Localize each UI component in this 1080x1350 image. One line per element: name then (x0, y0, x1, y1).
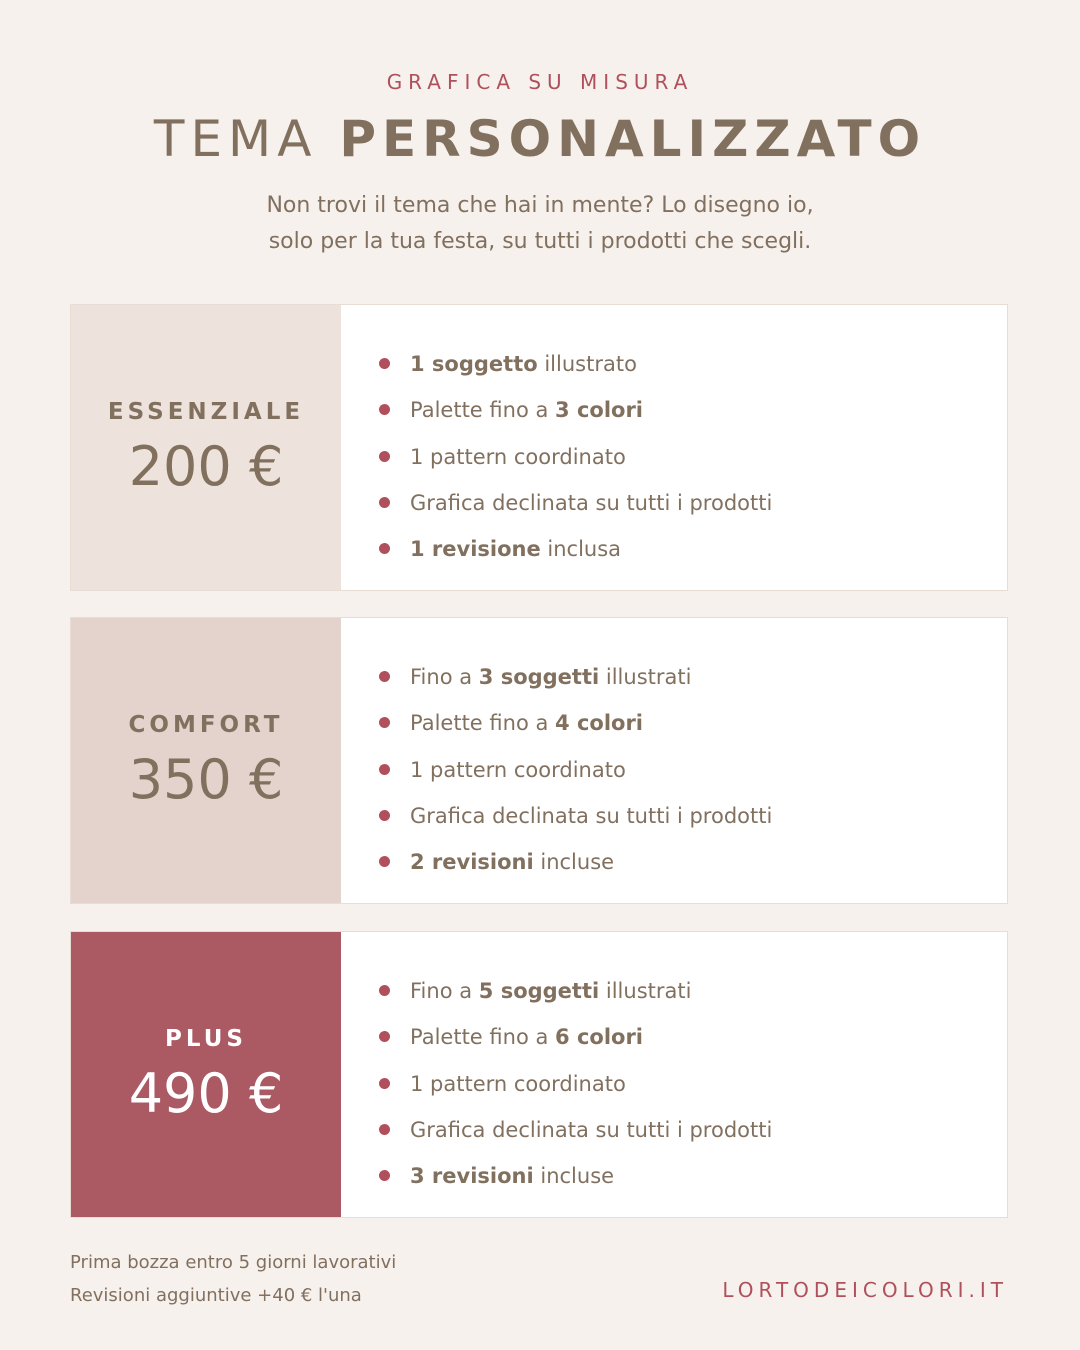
feature-item (379, 1014, 987, 1060)
bullet-icon (379, 1031, 390, 1042)
feature-text: Grafica declinata su tutti i prodotti (410, 804, 773, 829)
feature-item (379, 1061, 987, 1107)
feature-item (379, 341, 987, 387)
feature-item (379, 747, 987, 793)
bullet-icon (379, 404, 390, 415)
plan-price-panel (71, 305, 341, 590)
feature-text: Fino a 3 soggetti illustrati (410, 665, 692, 690)
bullet-icon (379, 543, 390, 554)
feature-text: Grafica declinata su tutti i prodotti (410, 1118, 773, 1143)
subtitle-line-2: solo per la tua festa, su tutti i prodotti che scegli. (268, 229, 812, 254)
footer-notes (70, 1246, 396, 1312)
feature-text: Palette fino a 3 colori (410, 398, 643, 423)
eyebrow-label: GRAFICA SU MISURA (386, 70, 694, 94)
feature-text: 3 revisioni incluse (410, 1164, 615, 1189)
bullet-icon (379, 451, 390, 462)
feature-text: Palette fino a 4 colori (410, 711, 643, 736)
plan-name: ESSENZIALE (107, 398, 305, 425)
plan-price: 490 € (128, 1061, 284, 1125)
feature-item (379, 387, 987, 433)
feature-item (379, 793, 987, 839)
bullet-icon (379, 1078, 390, 1089)
page-title (0, 110, 1080, 168)
plan-name: COMFORT (128, 711, 284, 738)
feature-text: 2 revisioni incluse (410, 850, 615, 875)
title-light: TEMA (153, 110, 318, 168)
website-link[interactable]: LORTODEICOLORI.IT (722, 1278, 1008, 1302)
feature-text: 1 pattern coordinato (410, 1071, 626, 1096)
bullet-icon (379, 497, 390, 508)
bullet-icon (379, 856, 390, 867)
title-bold: PERSONALIZZATO (339, 110, 927, 168)
feature-item (379, 1107, 987, 1153)
bullet-icon (379, 1124, 390, 1135)
feature-item (379, 968, 987, 1014)
feature-text: 1 pattern coordinato (410, 757, 626, 782)
feature-text: Fino a 5 soggetti illustrati (410, 979, 692, 1004)
plan-price: 200 € (128, 434, 284, 498)
feature-text: 1 soggetto illustrato (410, 352, 637, 377)
feature-item (379, 526, 987, 572)
bullet-icon (379, 764, 390, 775)
feature-text: Grafica declinata su tutti i prodotti (410, 491, 773, 516)
feature-list (379, 968, 987, 1199)
bullet-icon (379, 717, 390, 728)
feature-item (379, 1153, 987, 1199)
bullet-icon (379, 1170, 390, 1181)
feature-item (379, 839, 987, 885)
bullet-icon (379, 671, 390, 682)
bullet-icon (379, 358, 390, 369)
feature-item (379, 480, 987, 526)
bullet-icon (379, 985, 390, 996)
subtitle (0, 188, 1080, 260)
plan-card-comfort (70, 617, 1008, 904)
feature-list (379, 341, 987, 572)
plan-card-essenziale (70, 304, 1008, 591)
feature-item (379, 434, 987, 480)
footer-note-extra-revisions: Revisioni aggiuntive +40 € l'una (70, 1285, 362, 1306)
plan-card-plus (70, 931, 1008, 1218)
feature-text: 1 pattern coordinato (410, 444, 626, 469)
feature-list (379, 654, 987, 885)
plan-price: 350 € (128, 747, 284, 811)
footer-note-first-draft: Prima bozza entro 5 giorni lavorativi (70, 1252, 397, 1273)
feature-text: 1 revisione inclusa (410, 537, 622, 562)
bullet-icon (379, 810, 390, 821)
plan-price-panel (71, 618, 341, 903)
plan-price-panel (71, 932, 341, 1217)
feature-item (379, 700, 987, 746)
feature-item (379, 654, 987, 700)
plan-name: PLUS (165, 1025, 247, 1052)
subtitle-line-1: Non trovi il tema che hai in mente? Lo disegno io, (266, 193, 814, 218)
feature-text: Palette fino a 6 colori (410, 1025, 643, 1050)
